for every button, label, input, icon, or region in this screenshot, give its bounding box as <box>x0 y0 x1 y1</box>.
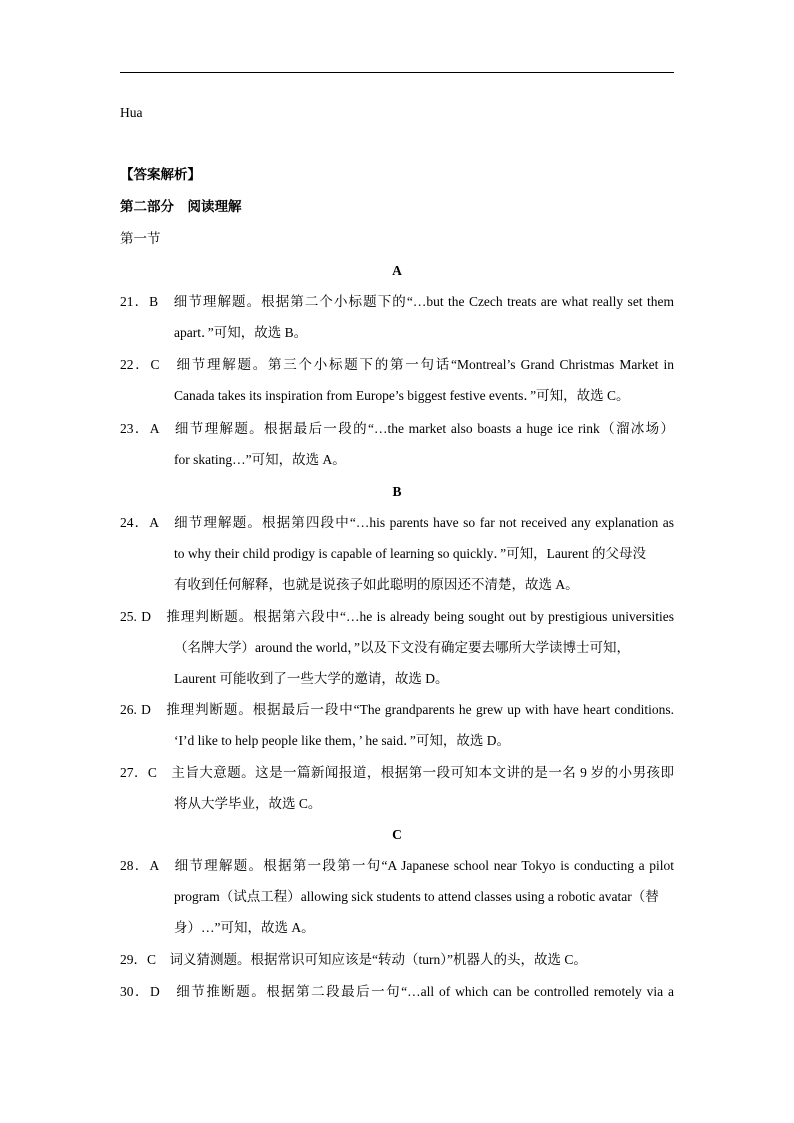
answer-item-27 <box>120 764 674 813</box>
answer-line: to why their child prodigy is capable of learning so quickly．”可知，Laurent 的父母没 <box>174 546 647 561</box>
answer-analysis-heading: 【答案解析】 <box>120 167 201 182</box>
answer-line: 29．C 词义猜测题。根据常识可知应该是“转动（turn）”机器人的头，故选 C。 <box>120 952 587 967</box>
answer-line: ‘I’d like to help people like them，’ he said．”可知，故选 D。 <box>174 733 511 748</box>
answer-line: 23．A 细节理解题。根据最后一段的“…the market also boasts a huge ice rink（溜冰场） <box>120 421 674 436</box>
answer-line: 将从大学毕业，故选 C。 <box>174 796 322 811</box>
answer-line: for skating…”可知，故选 A。 <box>174 452 346 467</box>
answer-item-24 <box>120 514 674 594</box>
answer-line: （名牌大学）around the world，”以及下文没有确定要去哪所大学读博士可知， <box>174 640 630 655</box>
answer-line: 27．C 主旨大意题。这是一篇新闻报道，根据第一段可知本文讲的是一名 9 岁的小男孩即 <box>120 765 674 780</box>
answer-line: 21．B 细节理解题。根据第二个小标题下的“…but the Czech treats are what really set them <box>120 294 674 309</box>
answer-item-23 <box>120 420 674 469</box>
answer-item-26 <box>120 701 674 750</box>
answer-item-25 <box>120 608 674 688</box>
answer-item-21 <box>120 293 674 342</box>
answer-line: 身）…”可知，故选 A。 <box>174 920 315 935</box>
answer-line: program（试点工程）allowing sick students to attend classes using a robotic avatar（替 <box>174 889 659 904</box>
answer-line: 22．C 细节理解题。第三个小标题下的第一句话“Montreal’s Grand Christmas Market in <box>120 357 674 372</box>
part-heading: 第二部分 阅读理解 <box>120 199 242 214</box>
answer-line: 24．A 细节理解题。根据第四段中“…his parents have so far not received any explanation as <box>120 515 674 530</box>
passage-label-a: A <box>392 263 402 278</box>
answer-item-28 <box>120 857 674 937</box>
answer-line: 26. D 推理判断题。根据最后一段中“The grandparents he grew up with have heart conditions. <box>120 702 674 717</box>
answer-item-30 <box>120 983 674 1001</box>
subpart-heading: 第一节 <box>120 231 161 246</box>
answer-line: 30．D 细节推断题。根据第二段最后一句“…all of which can be controlled remotely via a <box>120 984 674 999</box>
passage-label-c: C <box>392 827 402 842</box>
header-name: Hua <box>120 105 143 120</box>
answer-item-22 <box>120 356 674 405</box>
answer-line: 25. D 推理判断题。根据第六段中“…he is already being sought out by prestigious universities <box>120 609 674 624</box>
answer-line: 有收到任何解释，也就是说孩子如此聪明的原因还不清楚，故选 A。 <box>174 577 579 592</box>
header-rule <box>120 72 674 73</box>
passage-label-b: B <box>392 484 402 499</box>
answer-line: Laurent 可能收到了一些大学的邀请，故选 D。 <box>174 671 449 686</box>
answer-item-29 <box>120 951 674 969</box>
answer-line: 28．A 细节理解题。根据第一段第一句“A Japanese school near Tokyo is conducting a pilot <box>120 858 674 873</box>
answer-line: Canada takes its inspiration from Europe’s biggest festive events．”可知，故选 C。 <box>174 388 630 403</box>
answer-line: apart．”可知，故选 B。 <box>174 325 308 340</box>
